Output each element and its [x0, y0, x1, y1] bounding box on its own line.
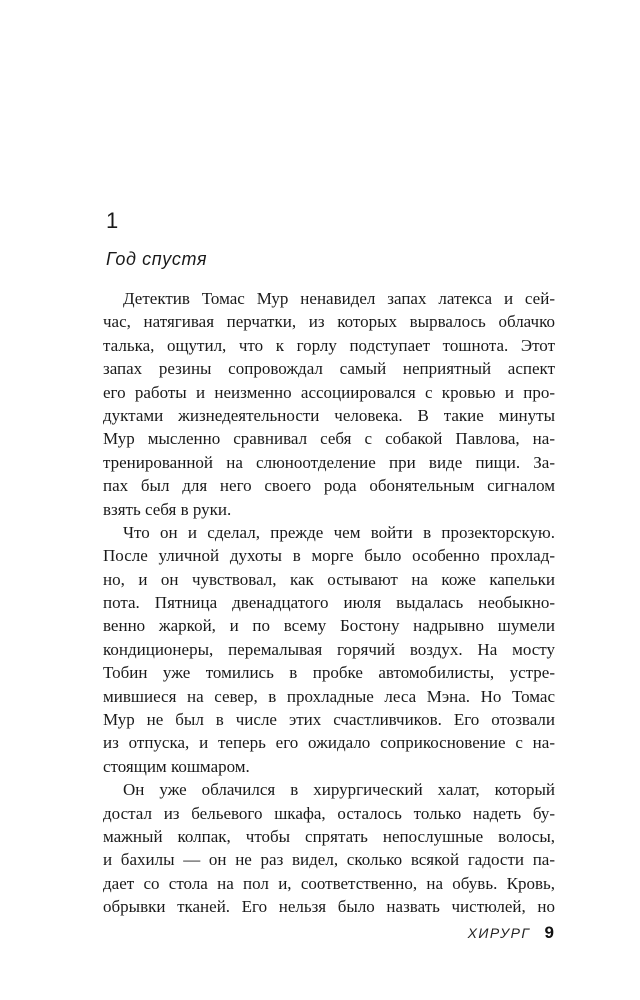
paragraph: [103, 778, 555, 918]
running-title: ХИРУРГ: [467, 925, 531, 941]
text-line: Что он и сделал, прежде чем войти в прозекторскую.: [123, 522, 555, 542]
text-line: венно жаркой, и по всему Бостону надрывно шумели: [103, 616, 555, 636]
text-line: взять себя в руки.: [103, 499, 232, 519]
text-line: кондиционеры, перемалывая горячий воздух. На мосту: [103, 639, 555, 659]
text-line: пах был для него своего рода обонятельным сигналом: [103, 476, 555, 496]
text-line: Тобин уже томились в пробке автомобилисты, устре-: [103, 663, 555, 683]
paragraph: [103, 521, 555, 778]
page-number: 9: [544, 923, 554, 942]
paragraph: [103, 287, 555, 521]
text-line: Детектив Томас Мур ненавидел запах латекса и сей-: [123, 289, 555, 308]
text-line: После уличной духоты в морге было особенно прохлад-: [103, 546, 555, 566]
text-line: мажный колпак, чтобы спрятать непослушные волосы,: [103, 826, 555, 846]
text-line: дуктами жизнедеятельности человека. В такие минуты: [103, 405, 555, 425]
text-line: Мур мысленно сравнивал себя с собакой Павлова, на-: [103, 429, 555, 449]
text-line: мившиеся на север, в прохладные леса Мэна. Но Томас: [103, 686, 555, 706]
page-footer: [468, 923, 554, 943]
text-line: и бахилы — он не раз видел, сколько всякой гадости па-: [103, 850, 555, 870]
text-line: обрывки тканей. Его нельзя было назвать чистюлей, но: [103, 897, 555, 917]
text-line: из отпуска, и теперь его ожидало соприкосновение с на-: [103, 733, 555, 753]
text-line: талька, ощутил, что к горлу подступает тошнота. Этот: [103, 335, 555, 355]
text-line: Он уже облачился в хирургический халат, который: [123, 780, 555, 800]
text-line: достал из бельевого шкафа, осталось только надеть бу-: [103, 803, 555, 823]
text-line: его работы и неизменно ассоциировался с кровью и про-: [103, 382, 555, 402]
text-line: Мур не был в числе этих счастливчиков. Его отозвали: [103, 710, 555, 730]
chapter-subtitle: Год спустя: [106, 249, 208, 269]
text-line: тренированной на слюноотделение при виде пищи. За-: [103, 452, 555, 472]
body-text: [103, 287, 555, 919]
text-line: стоящим кошмаром.: [103, 756, 250, 776]
text-line: запах резины сопровождал самый неприятный аспект: [103, 359, 555, 379]
text-line: дает со стола на пол и, соответственно, на обувь. Кровь,: [103, 873, 555, 893]
text-line: час, натягивая перчатки, из которых вырвалось облачко: [103, 312, 555, 332]
text-line: но, и он чувствовал, как остывают на коже капельки: [103, 569, 555, 589]
text-line: пота. Пятница двенадцатого июля выдалась необыкно-: [103, 593, 555, 613]
chapter-number: 1: [106, 208, 119, 233]
